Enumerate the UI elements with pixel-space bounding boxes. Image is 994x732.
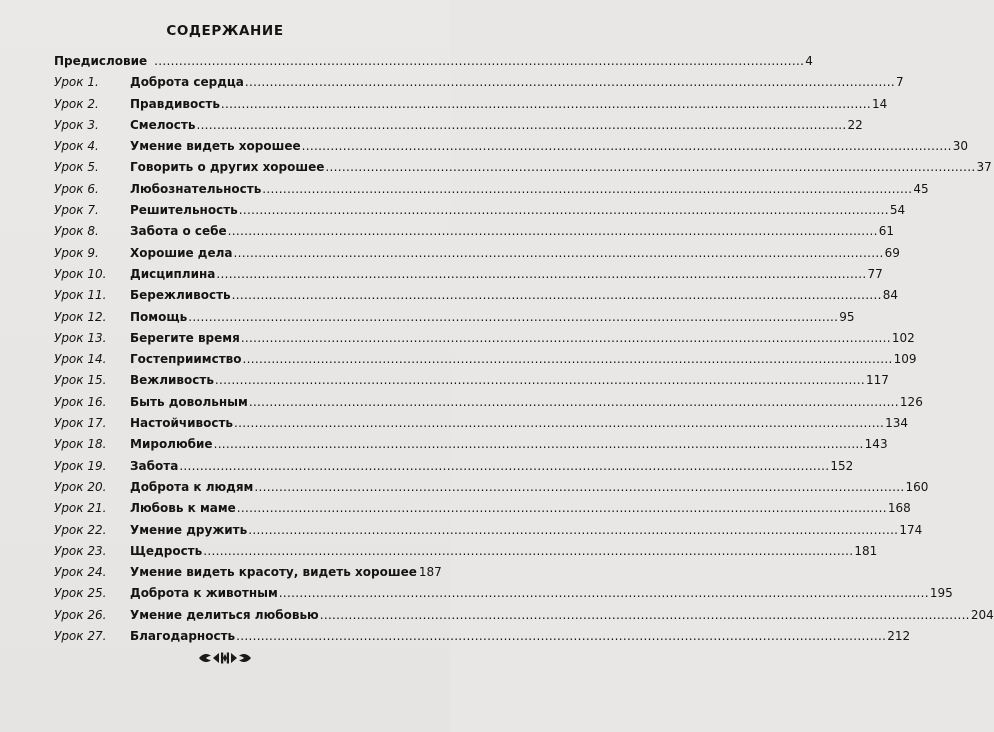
page-number: 187 xyxy=(418,565,442,580)
page-number: 95 xyxy=(839,309,855,324)
entry-title: Любознательность xyxy=(130,181,262,196)
dot-leader xyxy=(325,160,975,174)
toc-row-lesson xyxy=(54,416,909,437)
dot-leader xyxy=(262,182,912,196)
entry-title: Решительность xyxy=(130,203,238,218)
toc-row-lesson xyxy=(54,373,889,394)
lesson-number: Урок 25. xyxy=(54,586,107,601)
lesson-number: Урок 9. xyxy=(54,245,99,260)
lesson-number: Урок 22. xyxy=(54,522,107,537)
toc-row-lesson xyxy=(54,139,968,160)
entry-title: Гостеприимство xyxy=(130,352,242,367)
page-number: 45 xyxy=(913,181,929,196)
entry-title: Настойчивость xyxy=(130,416,234,431)
dot-leader xyxy=(254,480,904,494)
entry-title: Умение видеть красоту, видеть хорошее xyxy=(130,565,417,580)
page-number: 61 xyxy=(878,224,895,239)
lesson-number: Урок 27. xyxy=(54,629,107,644)
toc-row-lesson xyxy=(54,501,911,522)
toc-row-lesson xyxy=(54,96,888,118)
toc-row-lesson xyxy=(54,75,904,96)
toc-row-lesson xyxy=(54,607,994,629)
lesson-number: Урок 24. xyxy=(54,565,107,580)
entry-title: Дисциплина xyxy=(130,266,216,281)
toc-row-preface xyxy=(54,54,813,75)
dot-leader xyxy=(302,139,952,153)
toc-row-lesson xyxy=(54,479,929,501)
page-number: 168 xyxy=(887,501,911,516)
toc-row-lesson xyxy=(54,565,442,586)
page-number: 117 xyxy=(866,373,889,388)
lesson-number: Урок 23. xyxy=(54,543,107,558)
page-number: 37 xyxy=(976,160,992,175)
page-title: СОДЕРЖАНИЕ xyxy=(166,23,284,39)
lesson-number: Урок 8. xyxy=(54,224,99,239)
toc-row-lesson xyxy=(54,352,917,373)
entry-title: Любовь к маме xyxy=(130,501,236,516)
dot-leader xyxy=(237,501,887,515)
toc-row-lesson xyxy=(54,181,929,203)
entry-title: Говорить о других хорошее xyxy=(130,160,325,175)
dot-leader xyxy=(245,75,895,89)
entry-title: Правдивость xyxy=(130,96,220,111)
dot-leader xyxy=(215,373,865,387)
dot-leader xyxy=(196,118,846,132)
toc-row-lesson xyxy=(54,394,923,416)
page-number: 84 xyxy=(882,288,899,303)
dot-leader xyxy=(203,544,853,558)
toc-row-lesson xyxy=(54,288,899,309)
entry-title: Доброта к животным xyxy=(130,586,278,601)
toc-row-lesson xyxy=(54,160,992,181)
toc-row-lesson xyxy=(54,629,911,650)
dot-leader xyxy=(239,203,889,217)
lesson-number: Урок 5. xyxy=(54,160,99,175)
dot-leader xyxy=(232,288,882,302)
dot-leader xyxy=(279,586,929,600)
lesson-number: Урок 18. xyxy=(54,437,107,452)
entry-title: Помощь xyxy=(130,309,188,324)
lesson-number: Урок 15. xyxy=(54,373,107,388)
lesson-number: Урок 14. xyxy=(54,352,107,367)
toc-row-lesson xyxy=(54,543,878,565)
entry-title: Забота о себе xyxy=(130,224,227,239)
lesson-number: Урок 12. xyxy=(54,309,107,324)
lesson-number: Урок 26. xyxy=(54,607,107,622)
dot-leader xyxy=(216,267,866,281)
entry-title: Забота xyxy=(130,458,179,473)
entry-title: Умение дружить xyxy=(130,522,248,537)
lesson-number: Урок 16. xyxy=(54,394,107,409)
dot-leader xyxy=(241,331,891,345)
page-number: 14 xyxy=(872,96,888,111)
toc-row-lesson xyxy=(54,586,953,607)
dot-leader xyxy=(248,523,898,537)
lesson-number: Урок 1. xyxy=(54,75,99,90)
page-number: 126 xyxy=(899,394,923,409)
page-number: 212 xyxy=(887,629,911,644)
page-number: 160 xyxy=(905,479,929,494)
page-number: 134 xyxy=(885,416,909,431)
entry-title: Щедрость xyxy=(130,543,203,558)
toc-row-lesson xyxy=(54,309,855,331)
entry-title: Благодарность xyxy=(130,629,236,644)
entry-title: Предисловие xyxy=(54,54,148,68)
toc-row-lesson xyxy=(54,224,895,245)
lesson-number: Урок 19. xyxy=(54,458,107,473)
lesson-number: Урок 17. xyxy=(54,416,107,431)
dot-leader xyxy=(188,310,838,324)
lesson-number: Урок 2. xyxy=(54,96,99,111)
page-number: 181 xyxy=(854,543,878,558)
table-of-contents xyxy=(54,54,994,650)
lesson-number: Урок 11. xyxy=(54,288,107,303)
fleuron-ornament-icon xyxy=(197,650,253,666)
toc-row-lesson xyxy=(54,245,900,267)
dot-leader xyxy=(243,352,893,366)
page-number: 109 xyxy=(893,352,917,367)
toc-row-lesson xyxy=(54,203,906,224)
dot-leader xyxy=(249,395,899,409)
lesson-number: Урок 3. xyxy=(54,117,99,132)
lesson-number: Урок 21. xyxy=(54,501,107,516)
page-number: 30 xyxy=(952,139,968,154)
page-number: 7 xyxy=(896,75,904,90)
page-number: 143 xyxy=(864,437,888,452)
dot-leader xyxy=(234,416,884,430)
lesson-number: Урок 4. xyxy=(54,139,99,154)
entry-title: Бережливость xyxy=(130,288,231,303)
dot-leader xyxy=(228,224,878,238)
toc-row-lesson xyxy=(54,458,854,480)
page-number: 77 xyxy=(867,266,883,281)
lesson-number: Урок 10. xyxy=(54,266,107,281)
entry-title: Умение делиться любовью xyxy=(130,607,319,622)
toc-row-lesson xyxy=(54,437,888,458)
toc-row-lesson xyxy=(54,266,883,288)
page-number: 54 xyxy=(889,203,906,218)
page-number: 69 xyxy=(884,245,900,260)
toc-row-lesson xyxy=(54,330,915,352)
dot-leader xyxy=(214,437,864,451)
page-number: 102 xyxy=(891,330,915,345)
entry-title: Умение видеть хорошее xyxy=(130,139,301,154)
entry-title: Доброта сердца xyxy=(130,75,244,90)
entry-title: Быть довольным xyxy=(130,394,248,409)
dot-leader xyxy=(179,459,829,473)
page-number: 4 xyxy=(805,54,813,68)
page-number: 152 xyxy=(830,458,854,473)
lesson-number: Урок 6. xyxy=(54,181,99,196)
dot-leader xyxy=(234,246,884,260)
lesson-number: Урок 13. xyxy=(54,330,107,345)
entry-title: Вежливость xyxy=(130,373,214,388)
lesson-number: Урок 20. xyxy=(54,479,107,494)
entry-title: Хорошие дела xyxy=(130,245,233,260)
dot-leader xyxy=(154,54,804,68)
page-number: 22 xyxy=(847,117,863,132)
page-number: 204 xyxy=(970,607,994,622)
dot-leader xyxy=(221,97,871,111)
page-number: 174 xyxy=(899,522,923,537)
dot-leader xyxy=(320,608,970,622)
entry-title: Миролюбие xyxy=(130,437,213,452)
entry-title: Берегите время xyxy=(130,330,240,345)
page-number: 195 xyxy=(929,586,953,601)
entry-title: Смелость xyxy=(130,117,196,132)
lesson-number: Урок 7. xyxy=(54,203,99,218)
toc-row-lesson xyxy=(54,117,863,139)
toc-row-lesson xyxy=(54,522,923,544)
dot-leader xyxy=(236,629,886,643)
entry-title: Доброта к людям xyxy=(130,479,254,494)
